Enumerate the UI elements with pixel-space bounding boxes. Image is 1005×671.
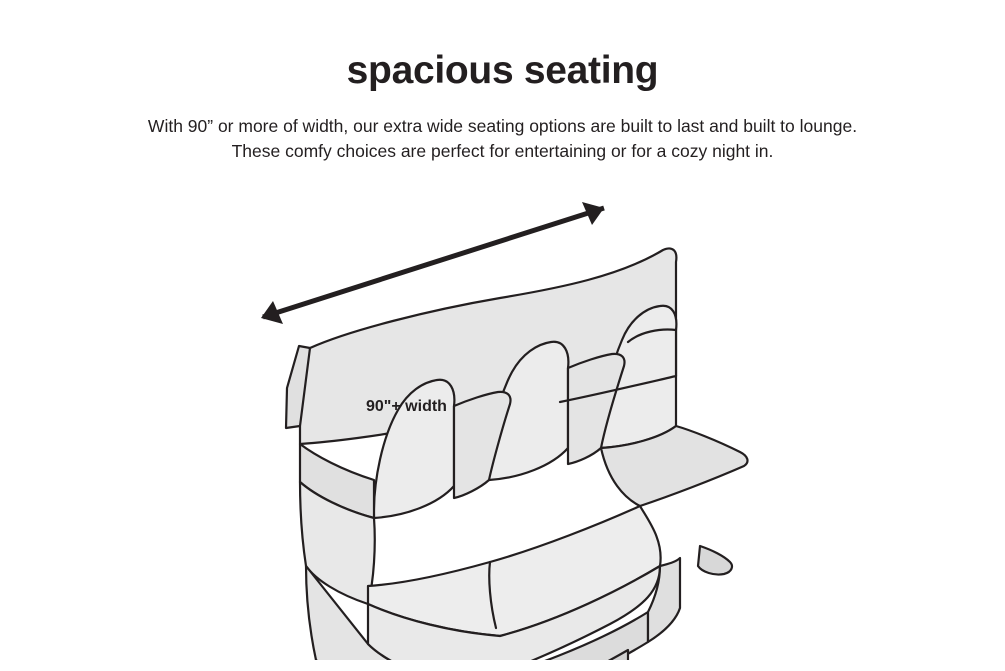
sofa-line-drawing-svg <box>0 180 1005 660</box>
page-title: spacious seating <box>346 49 659 92</box>
subcopy-line-2: These comfy choices are perfect for entertaining or for a cozy night in. <box>231 141 774 162</box>
sofa-body-group <box>286 249 747 661</box>
foot-right <box>698 546 732 575</box>
subcopy-line-1: With 90” or more of width, our extra wide seating options are built to last and built to lounge. <box>147 116 858 136</box>
sofa-illustration <box>0 180 1005 660</box>
dimension-label: 90"+ width <box>366 398 447 415</box>
subcopy-block <box>0 114 1005 165</box>
